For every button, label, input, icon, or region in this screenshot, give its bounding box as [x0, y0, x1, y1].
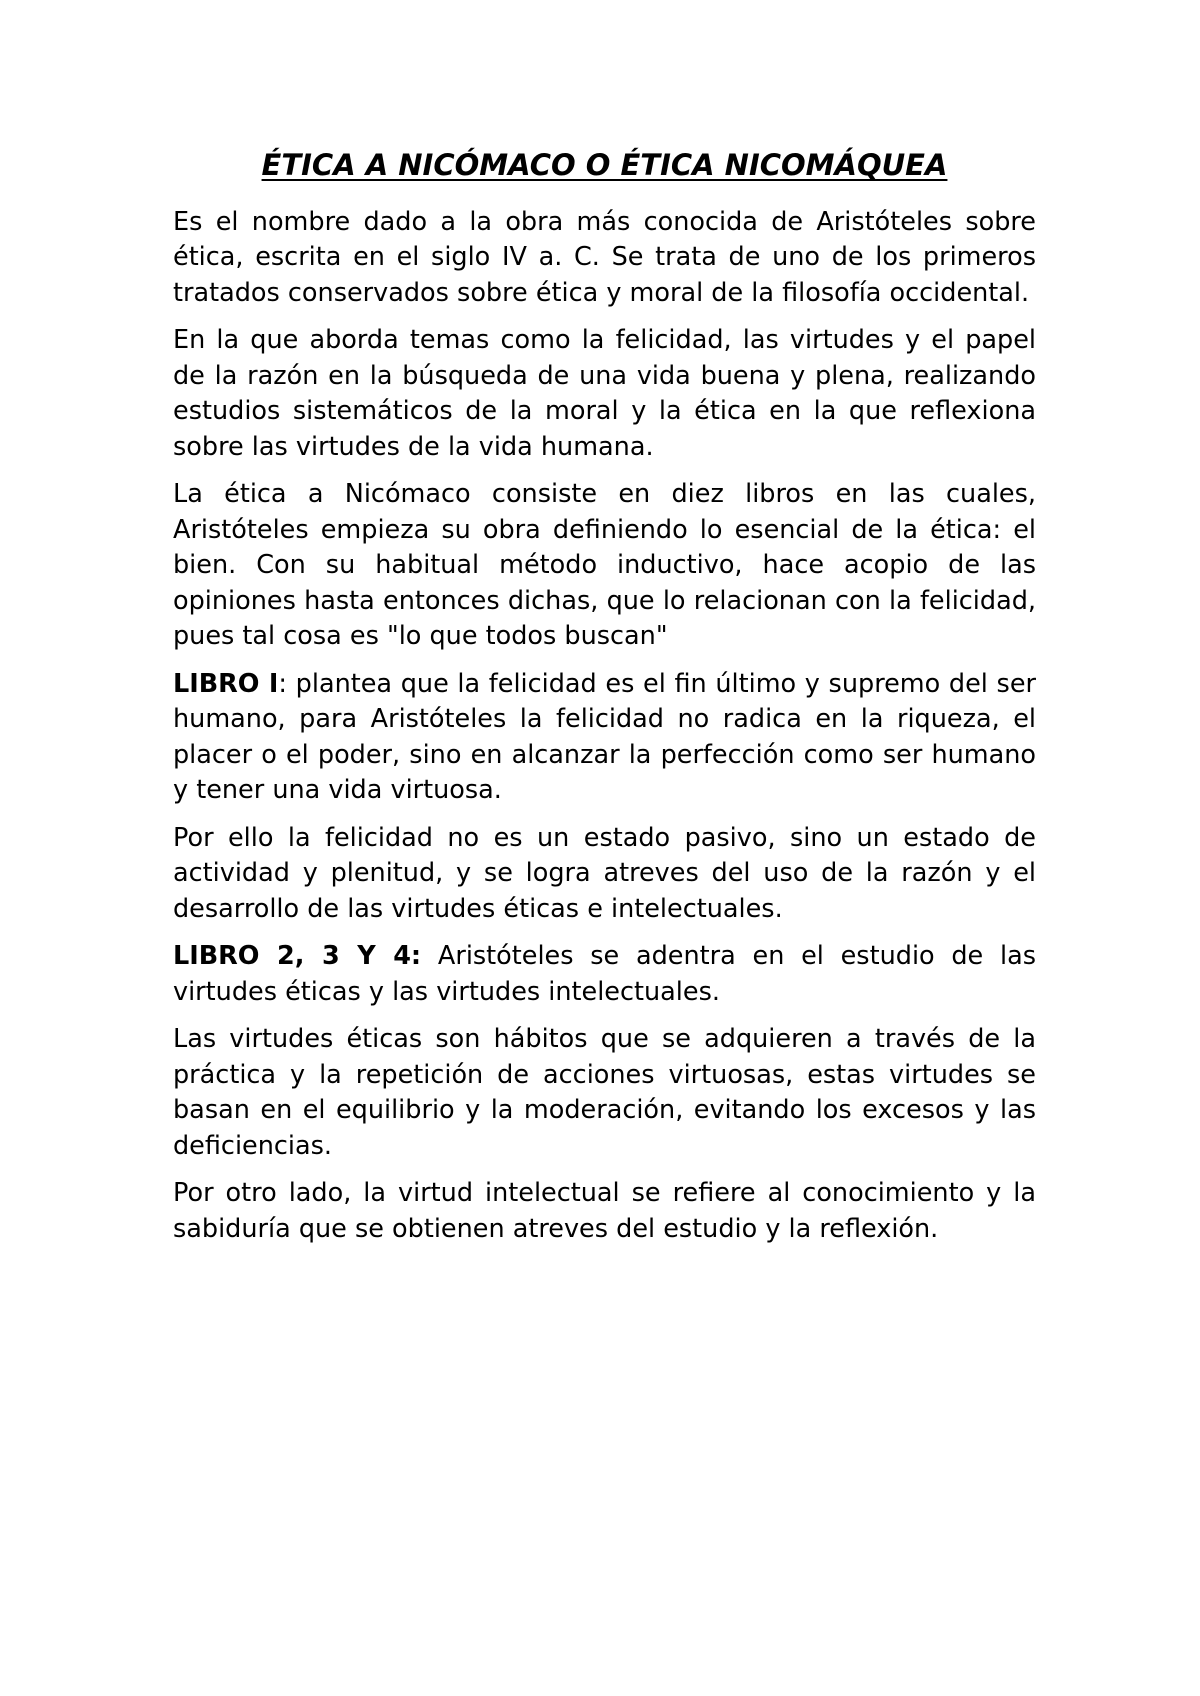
paragraph-8 [173, 1176, 1036, 1247]
paragraph-text: Es el nombre dado a la obra más conocida de Aristóteles sobre ética, escrita en el siglo IV a. C. Se trata de uno de los primeros tratados conservados sobre ética y moral de la filosofía occidental. [173, 206, 1036, 308]
paragraph-text: Por otro lado, la virtud intelectual se refiere al conocimiento y la sabiduría que se obtienen atreves del estudio y la reflexión. [173, 1178, 1036, 1244]
paragraph-3 [173, 477, 1036, 655]
paragraph-libro-1 [173, 667, 1036, 809]
paragraph-libro-2-3-4 [173, 939, 1036, 1010]
paragraph-lead: LIBRO I [173, 668, 279, 699]
paragraph-text: En la que aborda temas como la felicidad, las virtudes y el papel de la razón en la búsqueda de una vida buena y plena, realizando estudios sistemáticos de la moral y la ética en la que reflexiona sobre las virtudes de la vida humana. [173, 325, 1036, 462]
document-body [173, 148, 1036, 1259]
paragraph-5 [173, 821, 1036, 928]
paragraph-text: : plantea que la felicidad es el fin último y supremo del ser humano, para Aristóteles la felicidad no radica en la riqueza, el placer o el poder, sino en alcanzar la perfección como ser humano y tener una vida virtuosa. [173, 668, 1036, 806]
paragraph-lead: LIBRO 2, 3 Y 4: [173, 941, 422, 972]
paragraph-7 [173, 1022, 1036, 1164]
paragraph-text: Aristóteles se adentra en el estudio de las virtudes éticas y las virtudes intelectuales. [173, 941, 1036, 1007]
paragraph-1 [173, 205, 1036, 312]
paragraph-text: Las virtudes éticas son hábitos que se adquieren a través de la práctica y la repetición de acciones virtuosas, estas virtudes se basan en el equilibrio y la moderación, evitando los excesos y las deficiencias. [173, 1024, 1036, 1161]
paragraph-text: La ética a Nicómaco consiste en diez libros en las cuales, Aristóteles empieza su obra definiendo lo esencial de la ética: el bien. Con su habitual método inductivo, hace acopio de las opiniones hasta entonces dichas, que lo relacionan con la felicidad, pues tal cosa es "lo que todos buscan" [173, 479, 1036, 652]
document-title: ÉTICA A NICÓMACO O ÉTICA NICOMÁQUEA [261, 148, 948, 182]
paragraph-2 [173, 323, 1036, 465]
paragraph-text: Por ello la felicidad no es un estado pasivo, sino un estado de actividad y plenitud, y se logra atreves del uso de la razón y el desarrollo de las virtudes éticas e intelectuales. [173, 822, 1036, 924]
